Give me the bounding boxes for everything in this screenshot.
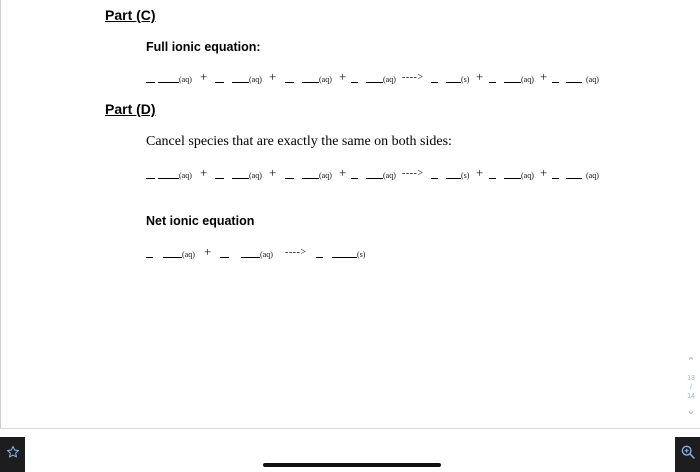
blank-formula <box>504 178 521 179</box>
zoom-search-button[interactable] <box>675 437 700 472</box>
chevron-up-icon[interactable]: ⌃ <box>686 356 696 368</box>
plus-sign: + <box>339 69 347 84</box>
state-label: (aq) <box>521 75 534 84</box>
part-d-title: Part (D) <box>105 101 156 117</box>
blank-formula <box>302 178 319 179</box>
blank-formula <box>446 178 461 179</box>
bookmark-button[interactable] <box>0 437 25 472</box>
plus-sign: + <box>269 69 277 84</box>
blank-formula <box>566 178 582 179</box>
plus-sign: + <box>339 165 347 180</box>
blank-formula <box>302 82 319 83</box>
state-label: (aq) <box>586 75 599 84</box>
blank-formula <box>232 178 249 179</box>
blank-coefficient <box>431 82 438 83</box>
blank-formula <box>163 257 182 258</box>
state-label: (aq) <box>179 75 192 84</box>
full-ionic-heading: Full ionic equation: <box>146 40 261 54</box>
blank-coefficient <box>146 178 155 179</box>
reaction-arrow: ----> <box>402 72 424 83</box>
blank-formula <box>366 178 383 179</box>
blank-formula <box>241 257 260 258</box>
blank-formula <box>158 82 179 83</box>
state-label: (s) <box>357 250 366 259</box>
full-ionic-equation <box>1 69 700 86</box>
blank-formula <box>566 82 582 83</box>
chevron-down-icon[interactable]: ⌄ <box>686 405 696 417</box>
blank-formula <box>158 178 179 179</box>
plus-sign: + <box>540 165 548 180</box>
total-page-number: 14 <box>687 393 695 400</box>
blank-coefficient <box>489 82 496 83</box>
state-label: (s) <box>461 171 470 180</box>
plus-sign: + <box>200 69 208 84</box>
blank-coefficient <box>215 82 224 83</box>
plus-sign: + <box>476 165 484 180</box>
page-separator: / <box>690 384 692 391</box>
blank-coefficient <box>285 82 294 83</box>
blank-coefficient <box>351 178 358 179</box>
state-label: (aq) <box>521 171 534 180</box>
plus-sign: + <box>476 69 484 84</box>
blank-formula <box>332 257 357 258</box>
blank-coefficient <box>215 178 224 179</box>
plus-sign: + <box>540 69 548 84</box>
state-label: (aq) <box>249 171 262 180</box>
net-ionic-equation <box>1 244 700 261</box>
star-outline-icon <box>6 445 20 464</box>
reaction-arrow: ----> <box>402 168 424 179</box>
blank-coefficient <box>552 82 559 83</box>
cancel-instruction: Cancel species that are exactly the same on both sides: <box>146 134 452 149</box>
state-label: (aq) <box>182 250 195 259</box>
state-label: (s) <box>461 75 470 84</box>
part-c-title: Part (C) <box>105 7 156 23</box>
blank-coefficient <box>316 257 323 258</box>
blank-coefficient <box>220 257 229 258</box>
plus-sign: + <box>200 165 208 180</box>
state-label: (aq) <box>319 75 332 84</box>
state-label: (aq) <box>249 75 262 84</box>
zoom-search-icon <box>680 444 696 465</box>
blank-coefficient <box>351 82 358 83</box>
state-label: (aq) <box>260 250 273 259</box>
state-label: (aq) <box>383 75 396 84</box>
cancel-equation <box>1 165 700 182</box>
page-indicator <box>681 356 700 422</box>
reaction-arrow: ----> <box>285 247 307 258</box>
blank-coefficient <box>431 178 438 179</box>
plus-sign: + <box>269 165 277 180</box>
state-label: (aq) <box>383 171 396 180</box>
home-indicator[interactable] <box>263 463 441 467</box>
blank-formula <box>446 82 461 83</box>
blank-formula <box>504 82 521 83</box>
blank-formula <box>366 82 383 83</box>
blank-coefficient <box>146 82 155 83</box>
state-label: (aq) <box>319 171 332 180</box>
state-label: (aq) <box>179 171 192 180</box>
blank-coefficient <box>552 178 559 179</box>
plus-sign: + <box>204 244 212 259</box>
blank-coefficient <box>146 257 153 258</box>
blank-coefficient <box>489 178 496 179</box>
blank-formula <box>232 82 249 83</box>
net-ionic-heading: Net ionic equation <box>146 214 255 228</box>
blank-coefficient <box>285 178 294 179</box>
state-label: (aq) <box>586 171 599 180</box>
current-page-number: 13 <box>687 375 695 382</box>
